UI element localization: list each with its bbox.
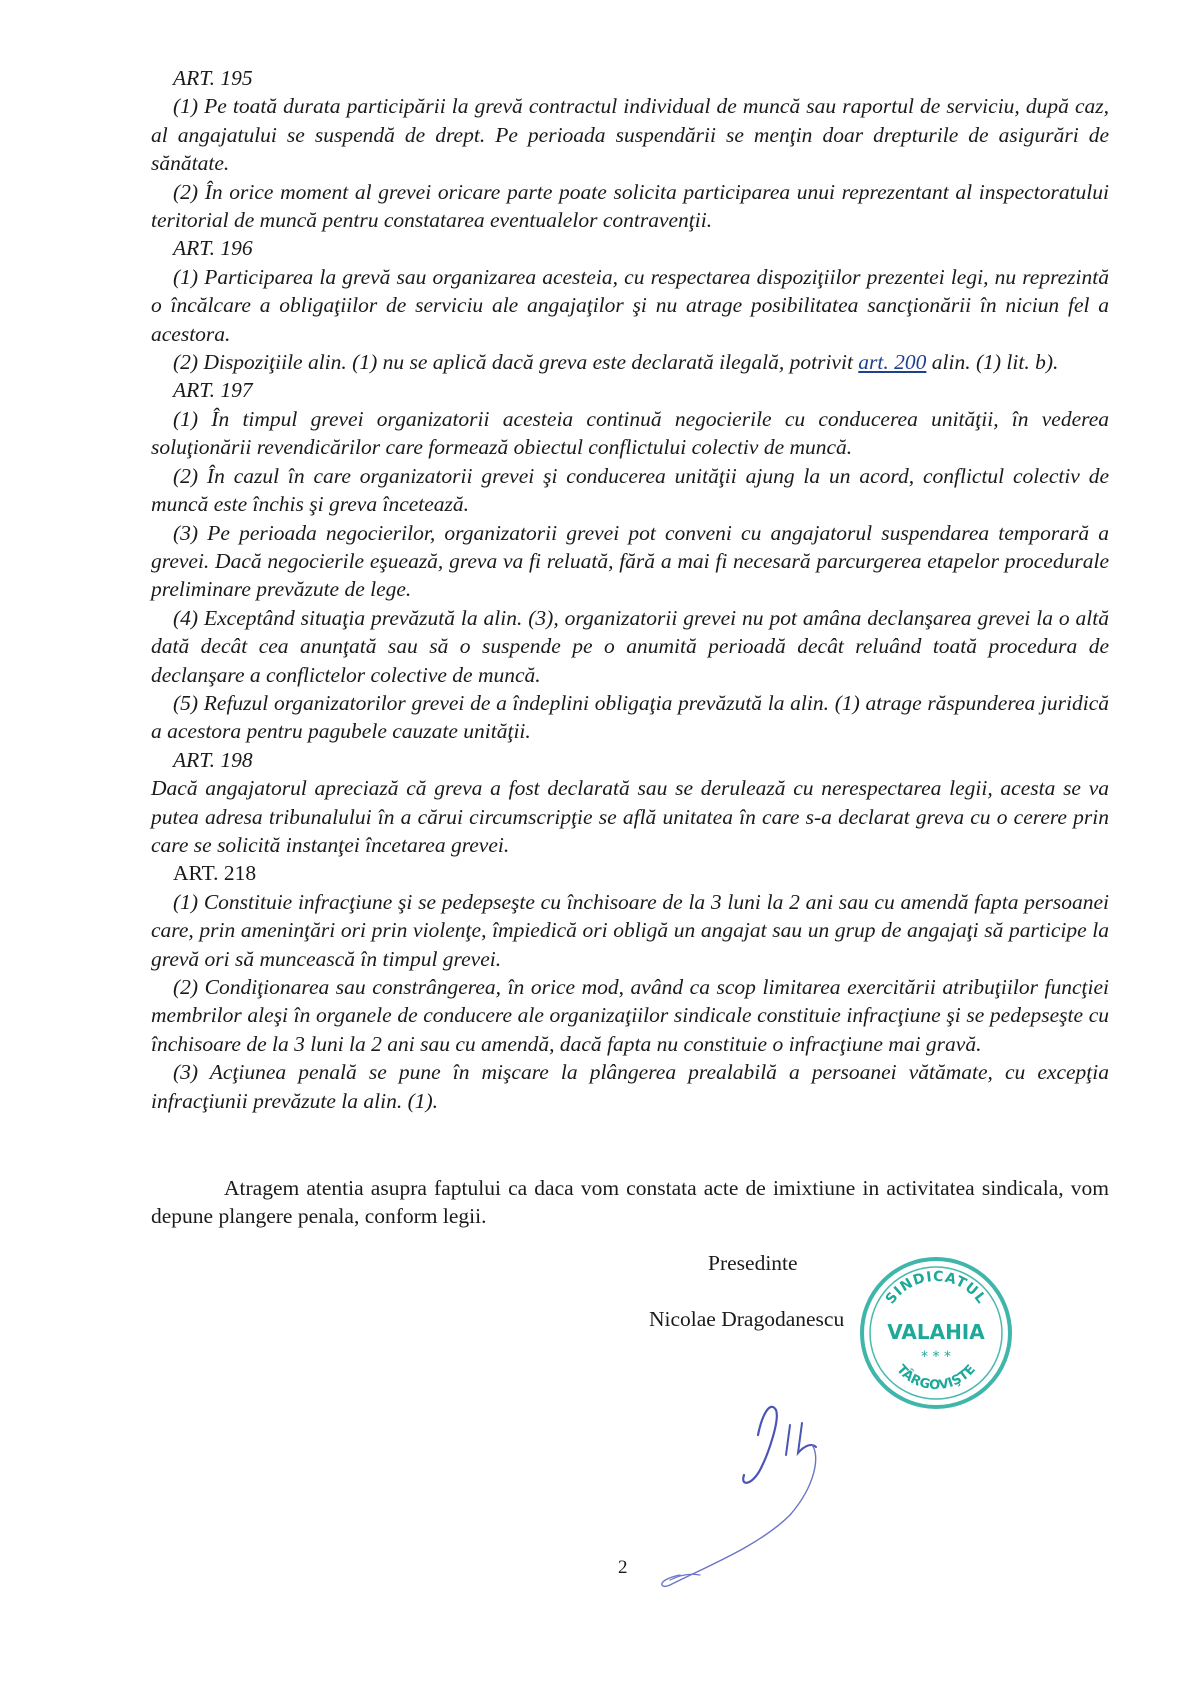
union-stamp — [856, 1253, 1016, 1413]
article-heading: ART. 218 — [173, 861, 257, 886]
handwritten-signature — [640, 1395, 940, 1595]
stamp-center-text: VALAHIA — [887, 1320, 985, 1344]
article-paragraph-with-reference — [151, 348, 1109, 376]
article-paragraph: (2) Condiţionarea sau constrângerea, în orice mod, având ca scop limitarea exercitării atribuţiilor funcţiei membrilor aleşi în organele de conducere ale organizaţiilor sindicale constituie infracţiune şi se pedepseşte cu închisoare de la 3 luni la 2 ani sau cu amendă, dacă fapta nu constituie o infracţiune mai gravă. — [151, 975, 1109, 1056]
article-paragraph: (1) În timpul grevei organizatorii acesteia continuă negocierile cu conducerea unităţii, în vederea soluţionării revendicărilor care formează obiectul conflictului colectiv de muncă. — [151, 406, 1109, 460]
article-paragraph: (2) În orice moment al grevei oricare parte poate solicita participarea unui reprezentant al inspectoratului teritorial de muncă pentru constatarea eventualelor contravenţii. — [151, 179, 1109, 233]
article-paragraph: (1) Constituie infracţiune şi se pedepseşte cu închisoare de la 3 luni la 2 ani sau cu amendă fapta persoanei care, prin ameninţări ori prin violenţe, împiedică ori obligă un angajat sau un grup de angajaţi să participe la grevă ori să muncească în timpul grevei. — [151, 889, 1109, 971]
article-200-link[interactable]: art. 200 — [858, 350, 927, 375]
article-heading: ART. 197 — [173, 378, 253, 403]
stamp-top-text: SINDICATUL — [882, 1268, 990, 1308]
article-paragraph: (5) Refuzul organizatorilor grevei de a îndeplini obligaţia prevăzută la alin. (1) atrage răspunderea juridică a acestora pentru pagubele cauzate unităţii. — [151, 690, 1109, 744]
article-paragraph: Dacă angajatorul apreciază că greva a fost declarată sau se derulează cu nerespectarea legii, acesta se va putea adresa tribunalului în a cărui circumscripţie se află unitatea în care s-a declarat greva cu o cerere prin care se solicită instanţei încetarea grevei. — [151, 776, 1109, 857]
article-paragraph: (3) Acţiunea penală se pune în mişcare la plângerea prealabilă a persoanei vătămate, cu excepţia infracţiunii prevăzute la alin. (1). — [151, 1060, 1109, 1113]
signatory-title: Presedinte — [708, 1251, 798, 1275]
notice-paragraph: Atragem atentia asupra faptului ca daca vom constata acte de imixtiune in activitatea sindicala, vom depune plangere penala, conform legii. — [151, 1176, 1109, 1229]
article-paragraph: (1) Participarea la grevă sau organizarea acesteia, cu respectarea dispoziţiilor prezentei legi, nu reprezintă o încălcare a obligaţiilor de serviciu ale angajaţilor şi nu atrage posibilitatea sancţionării în niciun fel a acestora. — [151, 264, 1109, 346]
stamp-stars: * * * — [921, 1349, 951, 1365]
signatory-name: Nicolae Dragodanescu — [649, 1307, 845, 1331]
law-articles — [151, 64, 1109, 1115]
article-paragraph: (3) Pe perioada negocierilor, organizatorii grevei pot conveni cu angajatorul suspendarea temporară a grevei. Dacă negocierile eşuează, greva va fi reluată, fără a mai fi necesară parcurgerea etapelor procedurale preliminare prevăzute de lege. — [151, 520, 1109, 602]
reference-text-before: (2) Dispoziţiile alin. (1) nu se aplică dacă greva este declarată ilegală, potrivit — [173, 350, 859, 375]
article-heading: ART. 198 — [173, 747, 253, 772]
stamp-bottom-text: TÂRGOVIŞTE — [893, 1362, 979, 1394]
article-paragraph: (1) Pe toată durata participării la grevă contractul individual de muncă sau raportul de serviciu, după caz, al angajatului se suspendă de drept. Pe perioada suspendării se menţin doar drepturile de asigurări de sănătate. — [151, 94, 1109, 176]
article-heading: ART. 195 — [173, 66, 253, 90]
reference-text-after: alin. (1) lit. b). — [926, 350, 1059, 375]
page-number: 2 — [618, 1557, 628, 1578]
article-paragraph: (2) În cazul în care organizatorii grevei şi conducerea unităţii ajung la un acord, conflictul colectiv de muncă este închis şi greva încetează. — [151, 463, 1109, 517]
article-paragraph: (4) Exceptând situaţia prevăzută la alin. (3), organizatorii grevei nu pot amâna declanşarea grevei la o altă dată decât cea anunţată sau să o suspende pe o anumită perioadă decât reluând toată procedura de declanşare a conflictelor colective de muncă. — [151, 605, 1109, 687]
article-heading: ART. 196 — [173, 236, 253, 261]
